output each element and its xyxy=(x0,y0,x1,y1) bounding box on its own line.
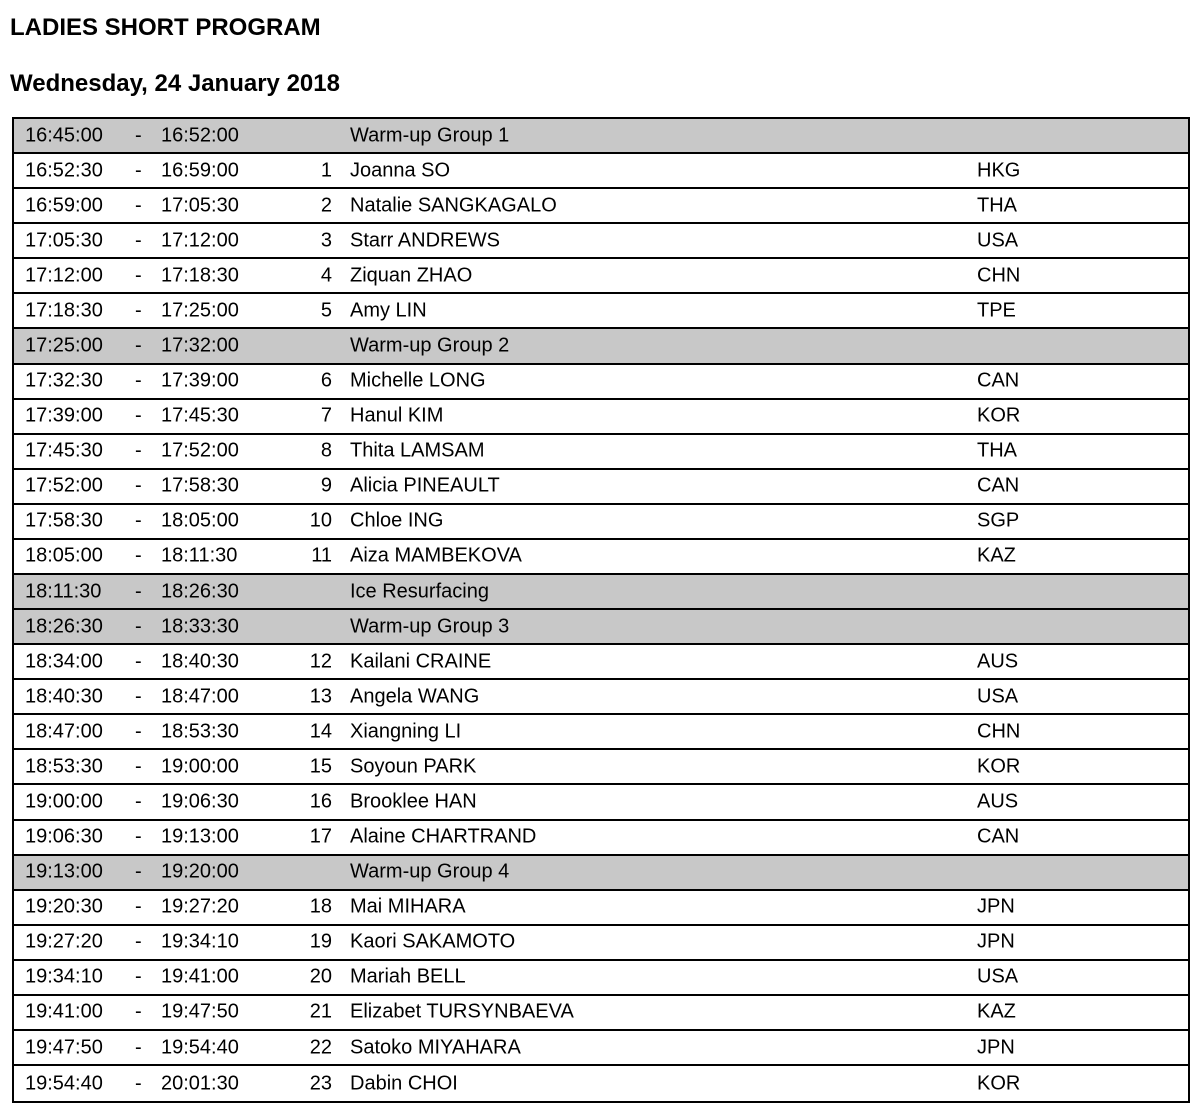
schedule-row xyxy=(14,961,1188,996)
end-time: 18:11:30 xyxy=(161,544,238,567)
schedule-row xyxy=(14,154,1188,189)
start-time: 17:05:30 xyxy=(25,229,103,252)
start-time: 19:41:00 xyxy=(25,1000,103,1023)
skater-name: Soyoun PARK xyxy=(350,755,477,778)
schedule-row xyxy=(14,750,1188,785)
start-number: 19 xyxy=(309,930,332,953)
time-dash: - xyxy=(135,474,142,497)
start-number: 21 xyxy=(309,1000,332,1023)
start-number: 15 xyxy=(309,755,332,778)
end-time: 18:26:30 xyxy=(161,580,239,603)
document-date: Wednesday, 24 January 2018 xyxy=(10,70,340,97)
end-time: 19:34:10 xyxy=(161,930,239,953)
skater-name: Thita LAMSAM xyxy=(350,439,485,462)
start-time: 18:47:00 xyxy=(25,720,103,743)
schedule-row xyxy=(14,891,1188,926)
start-time: 18:53:30 xyxy=(25,755,103,778)
time-dash: - xyxy=(135,264,142,287)
start-time: 17:45:30 xyxy=(25,439,103,462)
start-time: 19:54:40 xyxy=(25,1072,103,1095)
skater-name: Brooklee HAN xyxy=(350,790,477,813)
end-time: 19:13:00 xyxy=(161,825,239,848)
schedule-row xyxy=(14,294,1188,329)
start-time: 17:12:00 xyxy=(25,264,103,287)
nation-code: CAN xyxy=(977,369,1020,392)
start-number: 11 xyxy=(311,544,332,567)
skater-name: Xiangning LI xyxy=(350,720,462,743)
end-time: 17:32:00 xyxy=(161,334,239,357)
time-dash: - xyxy=(135,965,142,988)
time-dash: - xyxy=(135,930,142,953)
schedule-row xyxy=(14,645,1188,680)
start-number: 17 xyxy=(309,825,332,848)
time-dash: - xyxy=(135,895,142,918)
end-time: 18:40:30 xyxy=(161,650,239,673)
event-label: Warm-up Group 3 xyxy=(350,615,510,638)
skater-name: Aiza MAMBEKOVA xyxy=(350,544,522,567)
skater-name: Kaori SAKAMOTO xyxy=(350,930,516,953)
document-title: LADIES SHORT PROGRAM xyxy=(10,14,321,41)
start-time: 19:47:50 xyxy=(25,1036,103,1059)
end-time: 16:59:00 xyxy=(161,159,239,182)
start-number: 1 xyxy=(320,159,332,182)
time-dash: - xyxy=(135,615,142,638)
schedule-row xyxy=(14,540,1188,575)
start-number: 10 xyxy=(309,509,332,532)
schedule-row xyxy=(14,785,1188,820)
nation-code: CAN xyxy=(977,474,1020,497)
schedule-row xyxy=(14,996,1188,1031)
end-time: 17:25:00 xyxy=(161,299,239,322)
time-dash: - xyxy=(135,299,142,322)
end-time: 17:45:30 xyxy=(161,404,239,427)
skater-name: Joanna SO xyxy=(350,159,451,182)
nation-code: USA xyxy=(977,685,1019,708)
schedule-separator-row xyxy=(14,575,1188,610)
end-time: 17:58:30 xyxy=(161,474,239,497)
event-label: Warm-up Group 1 xyxy=(350,124,510,147)
start-time: 18:05:00 xyxy=(25,544,103,567)
skater-name: Satoko MIYAHARA xyxy=(350,1036,521,1059)
skater-name: Starr ANDREWS xyxy=(350,229,501,252)
start-number: 4 xyxy=(320,264,332,287)
schedule-row xyxy=(14,1031,1188,1066)
skater-name: Amy LIN xyxy=(350,299,427,322)
start-time: 17:52:00 xyxy=(25,474,103,497)
end-time: 19:47:50 xyxy=(161,1000,239,1023)
start-number: 20 xyxy=(309,965,332,988)
end-time: 19:20:00 xyxy=(161,860,239,883)
nation-code: HKG xyxy=(977,159,1021,182)
time-dash: - xyxy=(135,229,142,252)
event-label: Warm-up Group 4 xyxy=(350,860,510,883)
start-number: 13 xyxy=(309,685,332,708)
start-number: 9 xyxy=(320,474,332,497)
time-dash: - xyxy=(135,544,142,567)
nation-code: JPN xyxy=(977,895,1015,918)
end-time: 17:39:00 xyxy=(161,369,239,392)
schedule-row xyxy=(14,365,1188,400)
end-time: 17:12:00 xyxy=(161,229,239,252)
end-time: 18:33:30 xyxy=(161,615,239,638)
end-time: 19:06:30 xyxy=(161,790,239,813)
time-dash: - xyxy=(135,159,142,182)
schedule-row xyxy=(14,680,1188,715)
time-dash: - xyxy=(135,509,142,532)
nation-code: USA xyxy=(977,229,1019,252)
schedule-row xyxy=(14,715,1188,750)
nation-code: CHN xyxy=(977,720,1021,743)
start-time: 16:45:00 xyxy=(25,124,103,147)
nation-code: JPN xyxy=(977,930,1015,953)
start-number: 23 xyxy=(309,1072,332,1095)
start-time: 18:34:00 xyxy=(25,650,103,673)
schedule-row xyxy=(14,1066,1188,1101)
skater-name: Hanul KIM xyxy=(350,404,444,427)
time-dash: - xyxy=(135,1000,142,1023)
end-time: 18:05:00 xyxy=(161,509,239,532)
end-time: 20:01:30 xyxy=(161,1072,239,1095)
nation-code: AUS xyxy=(977,790,1019,813)
schedule-separator-row xyxy=(14,856,1188,891)
start-number: 14 xyxy=(309,720,332,743)
schedule-separator-row xyxy=(14,119,1188,154)
start-time: 17:58:30 xyxy=(25,509,103,532)
schedule-row xyxy=(14,505,1188,540)
event-label: Ice Resurfacing xyxy=(350,580,489,603)
event-label: Warm-up Group 2 xyxy=(350,334,510,357)
nation-code: KAZ xyxy=(977,1000,1016,1023)
end-time: 18:47:00 xyxy=(161,685,239,708)
time-dash: - xyxy=(135,1036,142,1059)
end-time: 19:27:20 xyxy=(161,895,239,918)
start-time: 19:00:00 xyxy=(25,790,103,813)
skater-name: Alicia PINEAULT xyxy=(350,474,500,497)
schedule-row xyxy=(14,400,1188,435)
schedule-row xyxy=(14,435,1188,470)
nation-code: JPN xyxy=(977,1036,1015,1059)
nation-code: CHN xyxy=(977,264,1021,287)
nation-code: USA xyxy=(977,965,1019,988)
start-time: 16:52:30 xyxy=(25,159,103,182)
nation-code: KOR xyxy=(977,404,1021,427)
time-dash: - xyxy=(135,580,142,603)
end-time: 17:18:30 xyxy=(161,264,239,287)
start-number: 16 xyxy=(309,790,332,813)
end-time: 19:00:00 xyxy=(161,755,239,778)
schedule-row xyxy=(14,821,1188,856)
nation-code: SGP xyxy=(977,509,1020,532)
start-time: 19:20:30 xyxy=(25,895,103,918)
time-dash: - xyxy=(135,790,142,813)
start-time: 19:34:10 xyxy=(25,965,103,988)
time-dash: - xyxy=(135,650,142,673)
nation-code: KAZ xyxy=(977,544,1016,567)
end-time: 19:41:00 xyxy=(161,965,239,988)
time-dash: - xyxy=(135,755,142,778)
start-time: 17:32:30 xyxy=(25,369,103,392)
nation-code: TPE xyxy=(977,299,1016,322)
start-time: 17:18:30 xyxy=(25,299,103,322)
nation-code: AUS xyxy=(977,650,1019,673)
time-dash: - xyxy=(135,334,142,357)
schedule-separator-row xyxy=(14,610,1188,645)
schedule-row xyxy=(14,189,1188,224)
start-time: 19:06:30 xyxy=(25,825,103,848)
start-time: 16:59:00 xyxy=(25,194,103,217)
time-dash: - xyxy=(135,685,142,708)
end-time: 17:52:00 xyxy=(161,439,239,462)
start-time: 18:40:30 xyxy=(25,685,103,708)
skater-name: Chloe ING xyxy=(350,509,444,532)
end-time: 18:53:30 xyxy=(161,720,239,743)
schedule-separator-row xyxy=(14,329,1188,364)
end-time: 19:54:40 xyxy=(161,1036,239,1059)
nation-code: KOR xyxy=(977,755,1021,778)
time-dash: - xyxy=(135,825,142,848)
skater-name: Natalie SANGKAGALO xyxy=(350,194,557,217)
end-time: 17:05:30 xyxy=(161,194,239,217)
skater-name: Alaine CHARTRAND xyxy=(350,825,537,848)
start-number: 7 xyxy=(320,404,332,427)
start-number: 5 xyxy=(320,299,332,322)
schedule-row xyxy=(14,259,1188,294)
nation-code: THA xyxy=(977,439,1017,462)
start-number: 22 xyxy=(309,1036,332,1059)
nation-code: KOR xyxy=(977,1072,1021,1095)
start-number: 12 xyxy=(309,650,332,673)
end-time: 16:52:00 xyxy=(161,124,239,147)
start-number: 18 xyxy=(309,895,332,918)
skater-name: Dabin CHOI xyxy=(350,1072,458,1095)
start-number: 6 xyxy=(320,369,332,392)
skater-name: Angela WANG xyxy=(350,685,480,708)
skater-name: Kailani CRAINE xyxy=(350,650,492,673)
nation-code: THA xyxy=(977,194,1017,217)
schedule-row xyxy=(14,224,1188,259)
skater-name: Ziquan ZHAO xyxy=(350,264,473,287)
start-time: 17:39:00 xyxy=(25,404,103,427)
skater-name: Michelle LONG xyxy=(350,369,486,392)
skater-name: Elizabet TURSYNBAEVA xyxy=(350,1000,574,1023)
time-dash: - xyxy=(135,860,142,883)
start-time: 17:25:00 xyxy=(25,334,103,357)
time-dash: - xyxy=(135,1072,142,1095)
start-time: 19:27:20 xyxy=(25,930,103,953)
skater-name: Mai MIHARA xyxy=(350,895,466,918)
start-time: 18:26:30 xyxy=(25,615,103,638)
time-dash: - xyxy=(135,439,142,462)
start-number: 2 xyxy=(320,194,332,217)
start-time: 18:11:30 xyxy=(25,580,102,603)
time-dash: - xyxy=(135,194,142,217)
schedule-row xyxy=(14,926,1188,961)
time-dash: - xyxy=(135,404,142,427)
start-time: 19:13:00 xyxy=(25,860,103,883)
time-dash: - xyxy=(135,124,142,147)
time-dash: - xyxy=(135,369,142,392)
time-dash: - xyxy=(135,720,142,743)
skater-name: Mariah BELL xyxy=(350,965,466,988)
start-number: 8 xyxy=(320,439,332,462)
schedule-row xyxy=(14,470,1188,505)
schedule-table xyxy=(12,117,1190,1103)
start-number: 3 xyxy=(320,229,332,252)
nation-code: CAN xyxy=(977,825,1020,848)
